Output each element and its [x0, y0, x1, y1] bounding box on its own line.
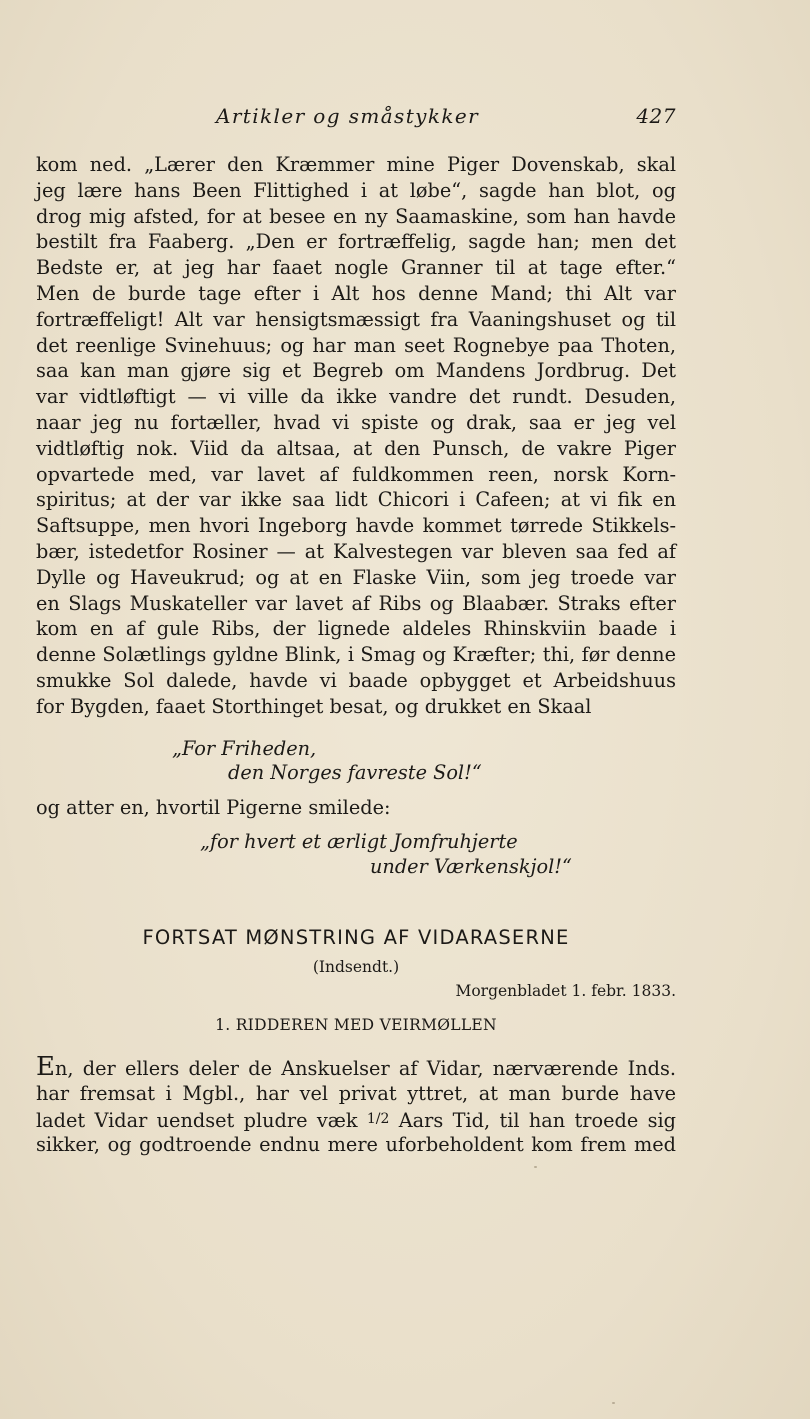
text-line: drog mig afsted, for at besee en ny Saamaskine, som han havde — [36, 204, 676, 228]
text-line: var vidtløftigt — vi ville da ikke vandre det rundt. Desuden, — [36, 385, 676, 409]
text-line: Dylle og Haveukrud; og at en Flaske Viin, som jeg troede var — [36, 565, 676, 589]
text-fragment: ladet Vidar uendset pludre væk — [36, 1108, 367, 1132]
verse-line: „For Friheden, — [172, 737, 317, 760]
text-line: opvartede med, var lavet af fuldkommen reen, norsk Korn- — [36, 462, 676, 486]
text-line: spiritus; at der var ikke saa lidt Chicori i Cafeen; at vi fik en — [36, 488, 676, 512]
text-line: og atter en, hvortil Pigerne smilede: — [36, 796, 391, 819]
text-line: bær, istedetfor Rosiner — at Kalvestegen var bleven saa fed af — [36, 539, 676, 563]
text-line: kom en af gule Ribs, der lignede aldeles Rhinskviin baade i — [36, 617, 676, 641]
text-line: en Slags Muskateller var lavet af Ribs og Blaabær. Straks efter — [36, 591, 676, 615]
text-line: jeg lære hans Been Flittighed i at løbe“, sagde han blot, og — [36, 178, 676, 202]
drop-cap: E — [36, 1052, 55, 1082]
text-line: Men de burde tage efter i Alt hos denne Mand; thi Alt var — [36, 281, 676, 305]
text-line: Bedste er, at jeg har faaet nogle Granner til at tage efter.“ — [36, 256, 676, 280]
verse-line: under Værkenskjol!“ — [370, 855, 572, 878]
verse-line: „for hvert et ærligt Jomfruhjerte — [200, 830, 518, 853]
paper-speck — [612, 1402, 615, 1404]
paper-speck — [534, 1166, 537, 1168]
source-citation: Morgenbladet 1. febr. 1833. — [455, 982, 676, 1000]
section-paragraph — [36, 1052, 677, 1158]
text-line: fortræffeligt! Alt var hensigtsmæssigt fra Vaaningshuset og til — [36, 307, 676, 331]
text-line: vidtløftig nok. Viid da altsaa, at den Punsch, de vakre Piger — [36, 436, 676, 460]
text-fragment: n, der ellers deler de Anskuelser af Vidar, nærværende Inds. — [54, 1057, 676, 1080]
text-line: har fremsat i Mgbl., har vel privat yttret, at man burde have — [36, 1081, 676, 1105]
text-line: Saftsuppe, men hvori Ingeborg havde kommet tørrede Stikkels- — [36, 514, 676, 538]
text-line — [36, 1052, 676, 1082]
sub-heading: 1. RIDDEREN MED VEIRMØLLEN — [215, 1016, 497, 1034]
body-paragraph — [36, 152, 676, 720]
text-fragment: Aars Tid, til han troede sig — [389, 1108, 677, 1132]
text-line: smukke Sol dalede, havde vi baade opbygget et Arbeidshuus — [36, 668, 676, 692]
text-line: sikker, og godtroende endnu mere uforbeholdent kom frem med — [36, 1133, 676, 1157]
text-line: saa kan man gjøre sig et Begreb om Mandens Jordbrug. Det — [36, 359, 676, 383]
submitted-note: (Indsendt.) — [312, 958, 400, 976]
text-line: bestilt fra Faaberg. „Den er fortræffelig, sagde han; men det — [36, 230, 676, 254]
text-line: naar jeg nu fortæller, hvad vi spiste og drak, saa er jeg vel — [36, 410, 676, 434]
text-line: for Bygden, faaet Storthinget besat, og drukket en Skaal — [36, 694, 592, 718]
text-line — [36, 1107, 676, 1133]
running-title: Artikler og småstykker — [216, 104, 480, 128]
text-line: denne Solætlings gyldne Blink, i Smag og Kræfter; thi, før denne — [36, 643, 676, 667]
verse-line: den Norges favreste Sol!“ — [228, 761, 482, 784]
running-head — [36, 100, 676, 132]
page-number: 427 — [636, 104, 676, 128]
text-line: det reenlige Svinehuus; og har man seet Rognebye paa Thoten, — [36, 333, 676, 357]
fraction: 1/2 — [366, 1110, 390, 1127]
section-title: FORTSAT MØNSTRING AF VIDARASERNE — [142, 926, 570, 949]
text-line: kom ned. „Lærer den Kræmmer mine Piger Dovenskab, skal — [36, 153, 676, 176]
